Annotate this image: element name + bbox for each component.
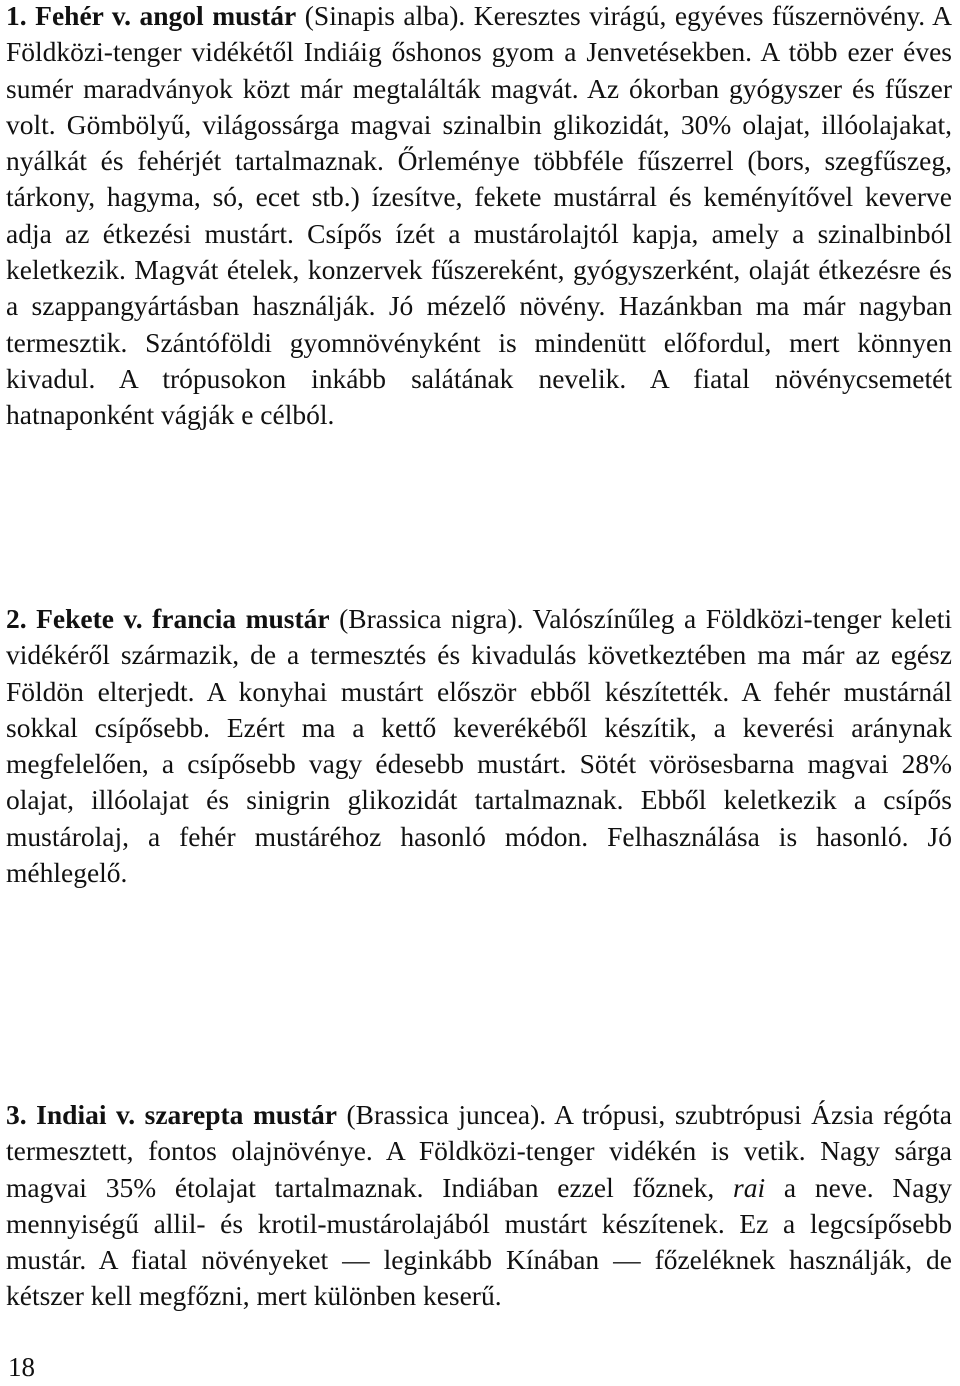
entry-latin-name: (Brassica nigra). xyxy=(339,603,524,634)
entry-white-mustard xyxy=(6,0,952,434)
page-number: 18 xyxy=(8,1352,35,1382)
entry-text-continued: a neve. Nagy mennyiségű allil- és krotil-mustárolajából mustárt készítenek. Ez a legcsípősebb mustár. A fiatal növényeket — leginkább Kínában — főzeléknek használják, de kétszer kell megfőzni, mert különben keserű. xyxy=(6,1171,952,1312)
entry-number: 2. xyxy=(6,603,27,634)
entry-name: Fehér v. angol mustár xyxy=(35,0,297,31)
entry-name: Fekete v. francia mustár xyxy=(36,603,330,634)
entry-number: 3. xyxy=(6,1099,27,1130)
entry-text: Keresztes virágú, egyéves fűszernövény. A Földközi-tenger vidékétől Indiáig őshonos gyom a Jenvetésekben. A több ezer éves sumér maradványok közt már megtalálták magvát. Az ókorban gyógyszer és fűszer volt. Gömbölyű, világossárga magvai szinalbin glikozidát, 30% olajat, illóolajakat, nyálkát és fehérjét tartalmaznak. Őrleménye többféle fűszerrel (bors, szegfűszeg, tárkony, hagyma, só, ecet stb.) ízesítve, fekete mustárral és keményítővel keverve adja az étkezési mustárt. Csípős ízét a mustárolajtól kapja, amely a szinalbinból keletkezik. Magvát ételek, konzervek fűszereként, gyógyszerként, olaját étkezésre és a szappangyártásban használják. Jó mézelő növény. Hazánkban ma már nagyban termesztik. Szántóföldi gyomnövényként is mindenütt előfordul, mert könnyen kivadul. A trópusokon inkább salátának nevelik. A fiatal növénycsemetét hatnaponként vágják e célból. xyxy=(6,0,953,431)
entry-latin-name: (Sinapis alba). xyxy=(304,0,466,31)
entry-indian-mustard xyxy=(6,1097,952,1315)
entry-text: Valószínűleg a Földközi-tenger keleti vidékéről származik, de a termesztés és kivadulás következtében ma már az egész Földön elterjedt. A konyhai mustárt először ebből készítették. A fehér mustárnál sokkal csípősebb. Ezért ma a kettő keverékéből készítik, a keverési aránynak megfelelően, a csípősebb vagy édesebb mustárt. Sötét vörösesbarna magvai 28% olajat, illóolajat és sinigrin glikozidát tartalmaznak. Ebből keletkezik a csípős mustárolaj, a fehér mustáréhoz hasonló módon. Felhasználása is hasonló. Jó méhlegelő. xyxy=(6,603,952,889)
entry-italic-term: rai xyxy=(733,1171,766,1203)
entry-number: 1. xyxy=(6,0,27,31)
entry-name: Indiai v. szarepta mustár xyxy=(36,1099,337,1130)
entry-black-mustard xyxy=(6,601,952,891)
entry-text: A trópusi, szubtrópusi Ázsia régóta termesztett, fontos olajnövénye. A Földközi-tenger vidékén is vetik. Nagy sárga magvai 35% étolajat tartalmaznak. Indiában ezzel főznek, xyxy=(6,1099,952,1203)
entry-latin-name: (Brassica juncea). xyxy=(346,1099,547,1130)
